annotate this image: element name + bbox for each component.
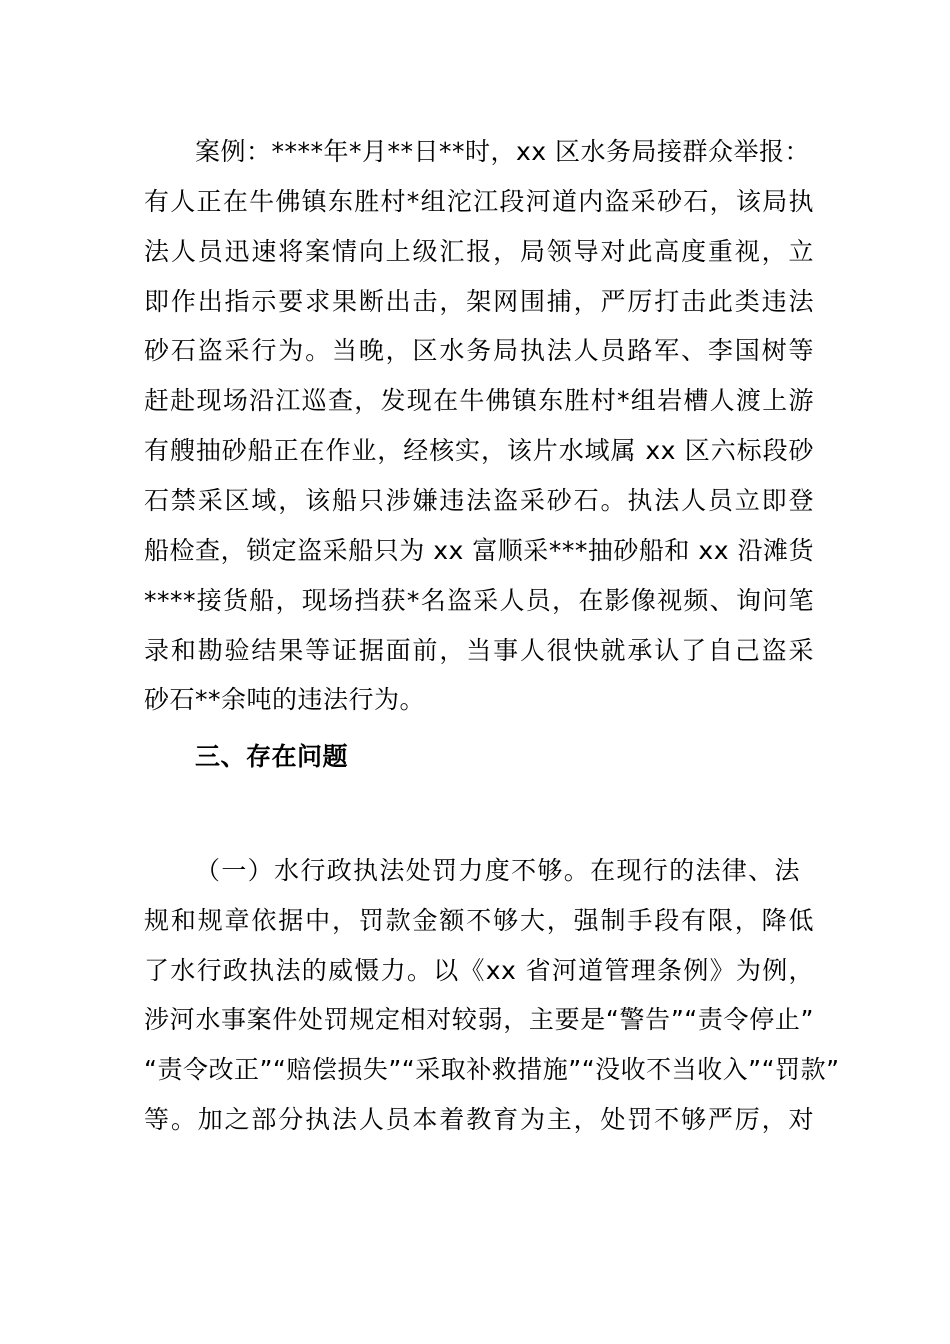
case-line-3: 法人员迅速将案情向上级汇报，局领导对此高度重视，立 <box>144 237 814 266</box>
case-line-7: 有艘抽砂船正在作业，经核实，该片水域属 xx 区六标段砂 <box>144 436 814 465</box>
case-line-8: 石禁采区域，该船只涉嫌违法盗采砂石。执法人员立即登 <box>144 486 814 515</box>
problem-line-5: “责令改正”“赔偿损失”“采取补救措施”“没收不当收入”“罚款” <box>144 1055 840 1084</box>
problem-line-2: 规和规章依据中，罚款金额不够大，强制手段有限，降低 <box>144 906 814 935</box>
section-heading: 三、存在问题 <box>195 742 349 771</box>
case-line-1: 案例：****年*月**日**时，xx 区水务局接群众举报： <box>195 137 811 166</box>
problem-line-3: 了水行政执法的威慑力。以《xx 省河道管理条例》为例， <box>144 956 814 985</box>
case-line-5: 砂石盗采行为。当晚，区水务局执法人员路军、李国树等 <box>144 336 814 365</box>
case-line-4: 即作出指示要求果断出击，架网围捕，严厉打击此类违法 <box>144 287 814 316</box>
case-line-6: 赶赴现场沿江巡查，发现在牛佛镇东胜村*组岩槽人渡上游 <box>144 386 814 415</box>
case-line-11: 录和勘验结果等证据面前，当事人很快就承认了自己盗采 <box>144 636 814 665</box>
problem-line-1: （一）水行政执法处罚力度不够。在现行的法律、法 <box>195 856 800 885</box>
case-line-10: ****接货船，现场挡获*名盗采人员，在影像视频、询问笔 <box>144 586 814 615</box>
case-line-2: 有人正在牛佛镇东胜村*组沱江段河道内盗采砂石，该局执 <box>144 187 814 216</box>
case-line-12: 砂石**余吨的违法行为。 <box>144 685 426 714</box>
problem-line-6: 等。加之部分执法人员本着教育为主，处罚不够严厉，对 <box>144 1105 814 1134</box>
problem-line-4: 涉河水事案件处罚规定相对较弱，主要是“警告”“责令停止” <box>144 1005 814 1034</box>
case-line-9: 船检查，锁定盗采船只为 xx 富顺采***抽砂船和 xx 沿滩货 <box>144 536 814 565</box>
